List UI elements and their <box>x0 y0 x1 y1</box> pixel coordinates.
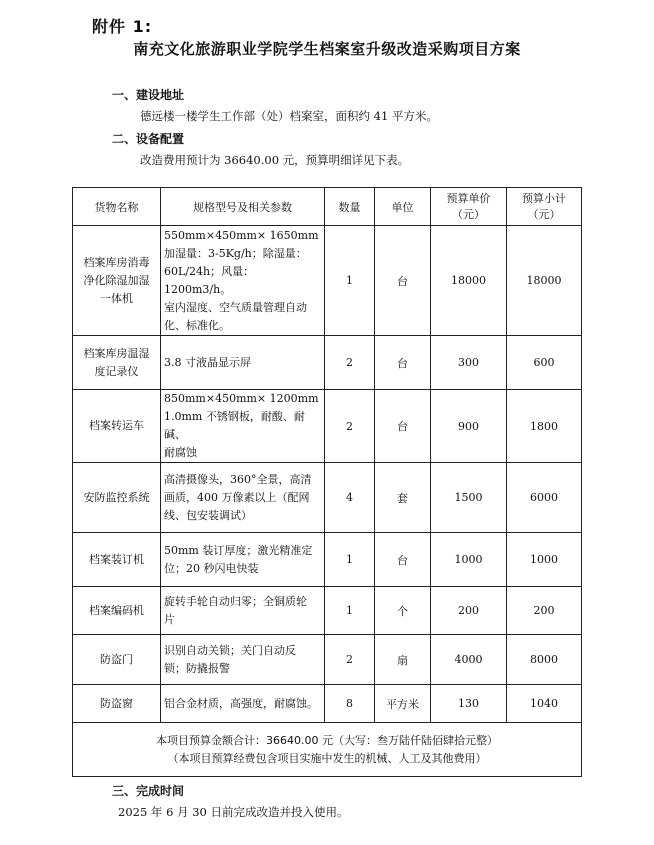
table-row <box>73 336 582 390</box>
item-qty: 8 <box>325 685 375 723</box>
item-qty: 1 <box>325 587 375 635</box>
table-row <box>73 635 582 685</box>
item-qty: 1 <box>325 533 375 587</box>
item-name-line: 档案库房消毒 <box>83 255 150 269</box>
item-unit: 台 <box>375 533 431 587</box>
item-spec-line: 3.8 寸液晶显示屏 <box>164 355 251 369</box>
item-unit: 套 <box>375 463 431 533</box>
item-subtotal: 1040 <box>507 685 582 723</box>
item-name <box>73 635 161 685</box>
item-spec <box>161 463 325 533</box>
item-qty: 4 <box>325 463 375 533</box>
item-spec <box>161 226 325 336</box>
item-spec-line: 锁；防撬报警 <box>164 661 230 675</box>
item-name-line: 度记录仪 <box>94 364 139 378</box>
header-price-line2: （元） <box>452 207 485 221</box>
item-spec <box>161 635 325 685</box>
item-unit: 台 <box>375 226 431 336</box>
item-spec-line: 耐腐蚀 <box>164 446 197 459</box>
budget-table <box>72 187 582 777</box>
item-qty: 2 <box>325 390 375 463</box>
table-row <box>73 533 582 587</box>
item-spec-line: 550mm×450mm× 1650mm <box>164 228 319 242</box>
item-name-line: 档案编码机 <box>89 603 144 617</box>
item-price: 900 <box>431 390 507 463</box>
item-spec <box>161 587 325 635</box>
item-spec <box>161 685 325 723</box>
header-spec: 规格型号及相关参数 <box>161 188 325 226</box>
item-price: 4000 <box>431 635 507 685</box>
item-spec-line: 850mm×450mm× 1200mm <box>164 392 319 405</box>
item-name <box>73 463 161 533</box>
item-price: 1000 <box>431 533 507 587</box>
item-name <box>73 533 161 587</box>
item-name <box>73 685 161 723</box>
item-name <box>73 336 161 390</box>
item-spec-line: 化、标准化。 <box>164 318 230 332</box>
item-subtotal: 1800 <box>507 390 582 463</box>
annex-label: 附件 1: <box>92 17 153 36</box>
item-name-line: 档案库房温湿 <box>83 346 150 360</box>
item-spec-line: 旋转手轮自动归零；全铜质轮 <box>164 594 307 608</box>
item-name-line: 档案装订机 <box>89 552 144 566</box>
item-spec-line: 1.0mm 不锈钢板，耐酸、耐碱、 <box>164 410 305 441</box>
item-name-line: 档案转运车 <box>89 419 144 432</box>
header-qty: 数量 <box>325 188 375 226</box>
table-row <box>73 226 582 336</box>
item-unit: 扇 <box>375 635 431 685</box>
header-price <box>431 188 507 226</box>
item-name-line: 防盗门 <box>100 652 133 666</box>
item-spec-line: 60L/24h；风量：1200m3/h。 <box>164 264 255 296</box>
item-name <box>73 587 161 635</box>
item-name <box>73 226 161 336</box>
item-spec-line: 线、包安装调试） <box>164 508 252 522</box>
item-spec-line: 加湿量：3-5Kg/h；除湿量： <box>164 246 307 260</box>
site-text: 德远楼一楼学生工作部（处）档案室，面积约 41 平方米。 <box>140 109 438 123</box>
item-price: 1500 <box>431 463 507 533</box>
item-name <box>73 390 161 463</box>
table-row <box>73 390 582 463</box>
item-unit: 平方米 <box>375 685 431 723</box>
item-spec-line: 50mm 装订厚度；激光精准定 <box>164 543 313 557</box>
item-name-line: 防盗窗 <box>100 696 133 710</box>
item-name-line: 安防监控系统 <box>83 490 150 504</box>
section-heading-site: 一、建设地址 <box>112 88 185 102</box>
item-subtotal: 8000 <box>507 635 582 685</box>
item-spec <box>161 336 325 390</box>
item-unit: 台 <box>375 390 431 463</box>
document-title: 南充文化旅游职业学院学生档案室升级改造采购项目方案 <box>133 40 521 58</box>
item-spec <box>161 390 325 463</box>
item-name-line: 一体机 <box>100 291 133 305</box>
item-spec-line: 室内湿度、空气质量管理自动 <box>164 300 307 314</box>
item-price: 300 <box>431 336 507 390</box>
item-unit: 个 <box>375 587 431 635</box>
budget-total-note: （本项目预算经费包含项目实施中发生的机械、人工及其他费用） <box>167 751 487 765</box>
item-spec <box>161 533 325 587</box>
header-price-line1: 预算单价 <box>446 191 491 205</box>
item-spec-line: 画质，400 万像素以上（配网 <box>164 490 310 504</box>
header-subtotal-line2: （元） <box>527 207 561 221</box>
budget-total <box>73 723 582 777</box>
item-spec-line: 铝合金材质，高强度，耐腐蚀。 <box>164 696 318 710</box>
equipment-text: 改造费用预计为 36640.00 元，预算明细详见下表。 <box>140 153 410 167</box>
table-row <box>73 587 582 635</box>
item-price: 18000 <box>431 226 507 336</box>
header-unit: 单位 <box>375 188 431 226</box>
item-qty: 2 <box>325 336 375 390</box>
item-spec-line: 高清摄像头，360°全景，高清 <box>164 472 312 486</box>
item-subtotal: 200 <box>507 587 582 635</box>
item-subtotal: 18000 <box>507 226 582 336</box>
budget-total-line: 本项目预算金额合计：36640.00 元（大写：叁万陆仟陆佰肆拾元整） <box>156 733 498 747</box>
item-subtotal: 1000 <box>507 533 582 587</box>
section-heading-equipment: 二、设备配置 <box>112 132 185 146</box>
time-text: 2025 年 6 月 30 日前完成改造并投入使用。 <box>118 805 349 819</box>
item-spec-line: 识别自动关锁；关门自动反 <box>164 643 296 657</box>
item-spec-line: 位；20 秒闪电快装 <box>164 561 259 575</box>
section-heading-time: 三、完成时间 <box>112 784 185 798</box>
item-price: 200 <box>431 587 507 635</box>
header-name: 货物名称 <box>73 188 161 226</box>
table-row <box>73 685 582 723</box>
table-total-row <box>73 723 582 777</box>
item-spec-line: 片 <box>164 612 175 626</box>
item-subtotal: 600 <box>507 336 582 390</box>
item-qty: 2 <box>325 635 375 685</box>
item-name-line: 净化除湿加湿 <box>83 273 150 287</box>
table-header-row <box>73 188 582 226</box>
header-subtotal-line1: 预算小计 <box>522 191 566 205</box>
item-unit: 台 <box>375 336 431 390</box>
item-qty: 1 <box>325 226 375 336</box>
item-subtotal: 6000 <box>507 463 582 533</box>
header-subtotal <box>507 188 582 226</box>
table-row <box>73 463 582 533</box>
item-price: 130 <box>431 685 507 723</box>
